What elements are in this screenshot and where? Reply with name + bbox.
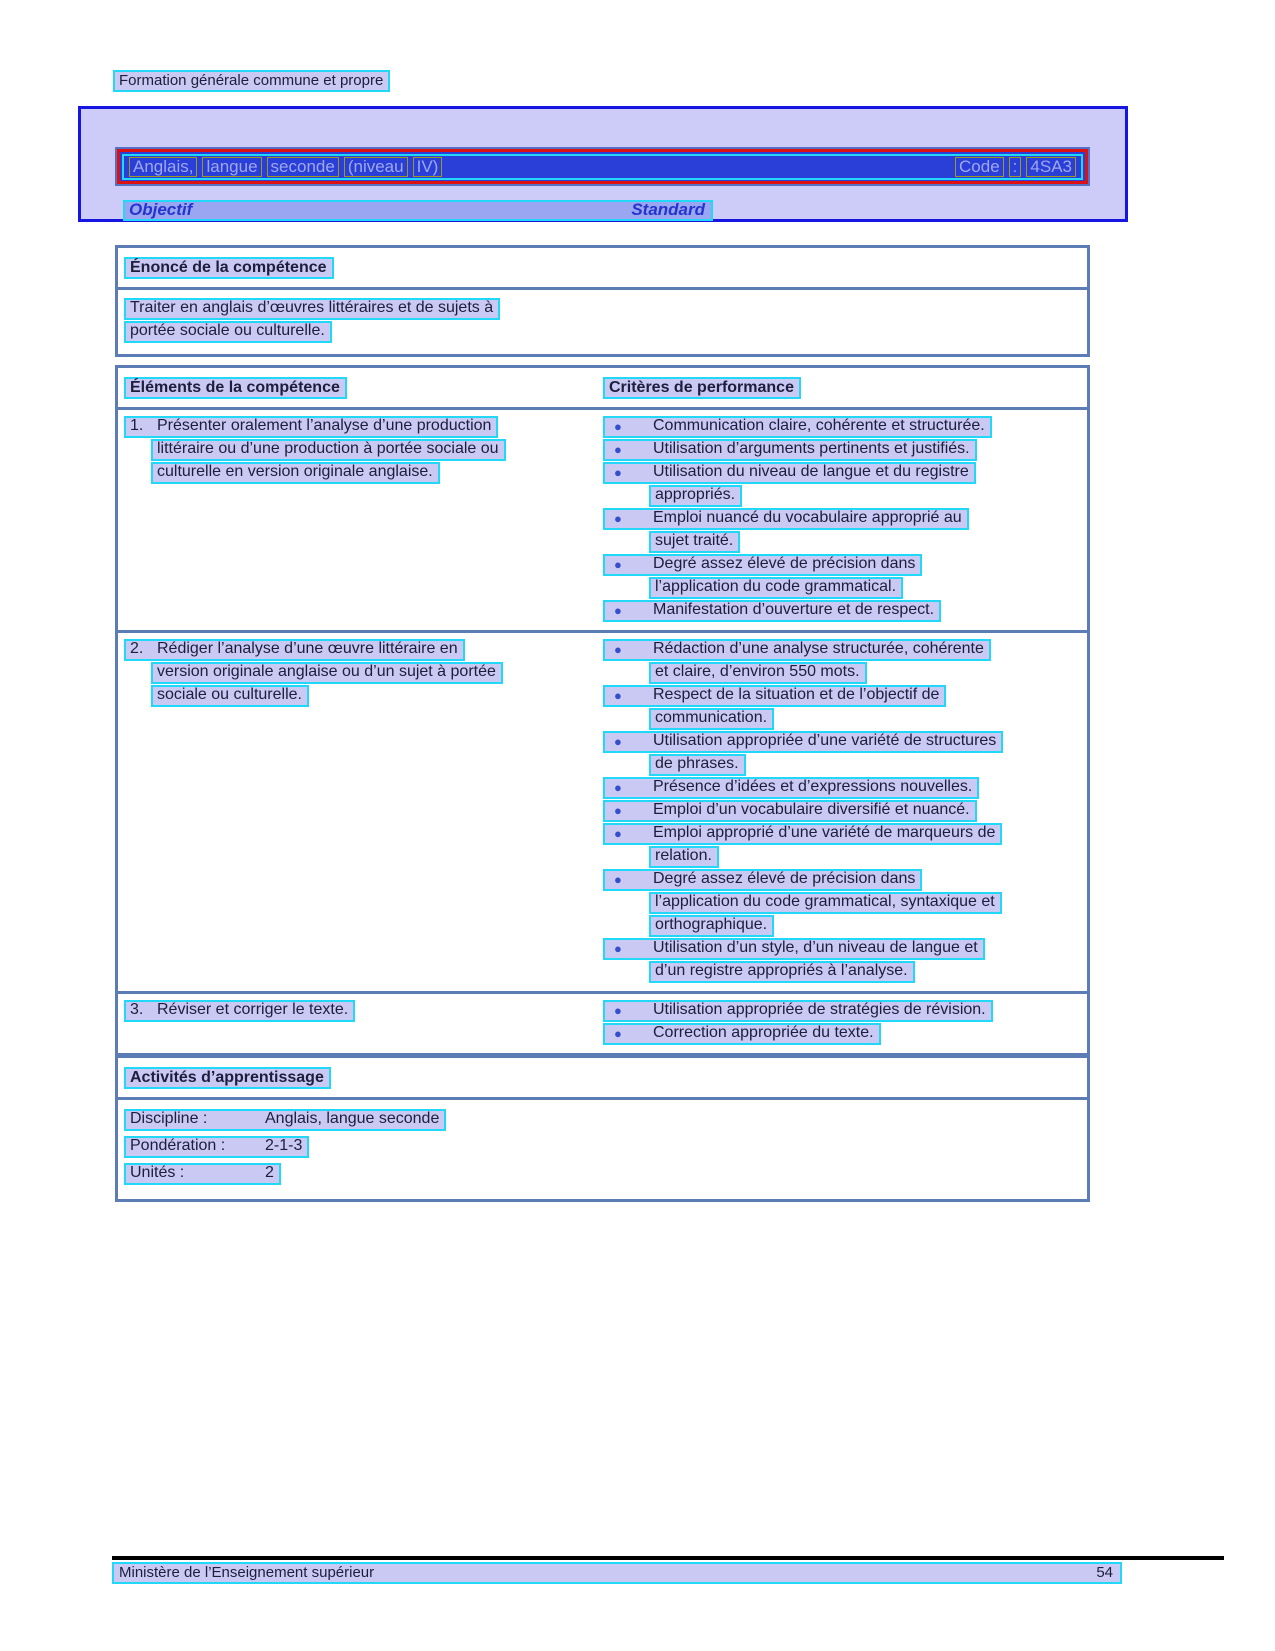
course-code-word: 4SA3 bbox=[1026, 157, 1076, 177]
critere-line bbox=[603, 822, 1081, 845]
criteres-cell bbox=[603, 415, 1081, 622]
highlighted-text bbox=[603, 554, 922, 576]
course-title-red-frame bbox=[117, 149, 1088, 184]
highlighted-text bbox=[124, 1163, 281, 1185]
bullet-icon: ● bbox=[614, 441, 622, 457]
critere-text: Utilisation appropriée de stratégies de révision. bbox=[653, 1001, 986, 1018]
highlighted-text: sociale ou culturelle. bbox=[151, 685, 309, 707]
critere-text: Manifestation d’ouverture et de respect. bbox=[653, 601, 935, 618]
footer-ministry-text: Ministère de l’Enseignement supérieur bbox=[119, 1564, 375, 1581]
highlighted-text bbox=[124, 1000, 355, 1022]
critere-text: Utilisation d’arguments pertinents et justifiés. bbox=[653, 440, 970, 457]
activite-value: 2-1-3 bbox=[265, 1137, 303, 1154]
critere-text: Respect de la situation et de l’objectif de bbox=[653, 686, 940, 703]
course-title-bar bbox=[115, 147, 1090, 186]
critere-line bbox=[649, 960, 1081, 983]
highlighted-text: et claire, d’environ 550 mots. bbox=[649, 662, 867, 684]
elements-table-header bbox=[118, 368, 1087, 410]
highlighted-text: littéraire ou d’une production à portée sociale ou bbox=[151, 439, 506, 461]
critere-text: Emploi nuancé du vocabulaire approprié au bbox=[653, 509, 962, 526]
bullet-icon: ● bbox=[614, 733, 622, 749]
enonce-table-header bbox=[118, 248, 1087, 290]
critere-text: Degré assez élevé de précision dans bbox=[653, 870, 916, 887]
critere-line bbox=[603, 999, 1081, 1022]
enonce-table-body bbox=[118, 290, 1087, 354]
section-label bbox=[113, 70, 390, 92]
critere-line bbox=[603, 730, 1081, 753]
critere-line bbox=[649, 576, 1081, 599]
objectif-heading: Objectif bbox=[129, 200, 193, 219]
activite-label: Discipline : bbox=[130, 1110, 208, 1127]
critere-line bbox=[603, 799, 1081, 822]
critere-text: Correction appropriée du texte. bbox=[653, 1024, 874, 1041]
bullet-icon: ● bbox=[614, 641, 622, 657]
highlighted-text: de phrases. bbox=[649, 754, 746, 776]
footer-rule bbox=[112, 1556, 1224, 1560]
course-title-word: IV) bbox=[413, 157, 443, 177]
bullet-icon: ● bbox=[614, 418, 622, 434]
highlighted-text: communication. bbox=[649, 708, 774, 730]
element-line bbox=[151, 438, 603, 461]
critere-text: Rédaction d’une analyse structurée, cohérente bbox=[653, 640, 984, 657]
critere-line bbox=[649, 914, 1081, 937]
footer-page-number: 54 bbox=[1096, 1564, 1113, 1581]
critere-line bbox=[649, 891, 1081, 914]
highlighted-text: l’application du code grammatical, syntaxique et bbox=[649, 892, 1002, 914]
critere-line bbox=[649, 845, 1081, 868]
elements-criteres-table bbox=[115, 365, 1090, 1056]
highlighted-text: version originale anglaise ou d’un sujet à portée bbox=[151, 662, 503, 684]
item-text: Réviser et corriger le texte. bbox=[157, 1001, 349, 1018]
course-title-word: (niveau bbox=[344, 157, 408, 177]
highlighted-text: l’application du code grammatical. bbox=[649, 577, 903, 599]
critere-text: Communication claire, cohérente et structurée. bbox=[653, 417, 985, 434]
critere-line bbox=[603, 438, 1081, 461]
highlighted-text bbox=[603, 600, 941, 622]
critere-line bbox=[603, 553, 1081, 576]
course-code-word: : bbox=[1009, 157, 1022, 177]
course-code-words bbox=[955, 157, 1076, 177]
highlighted-text bbox=[124, 639, 465, 661]
bullet-icon: ● bbox=[614, 464, 622, 480]
course-title-word: Anglais, bbox=[129, 157, 197, 177]
highlighted-text bbox=[603, 823, 1002, 845]
element-cell bbox=[124, 415, 603, 622]
highlighted-text bbox=[603, 1023, 881, 1045]
critere-line bbox=[603, 868, 1081, 891]
course-title-word: seconde bbox=[267, 157, 339, 177]
elements-table-rows bbox=[118, 410, 1087, 1053]
critere-line bbox=[649, 753, 1081, 776]
highlighted-text bbox=[603, 462, 976, 484]
highlighted-text bbox=[603, 800, 977, 822]
highlighted-text: Formation générale commune et propre bbox=[113, 70, 390, 92]
critere-line bbox=[603, 684, 1081, 707]
course-title-word: langue bbox=[202, 157, 261, 177]
critere-text: Utilisation d’un style, d’un niveau de langue et bbox=[653, 939, 978, 956]
element-line bbox=[151, 684, 603, 707]
enonce-header-text: Énoncé de la compétence bbox=[124, 257, 334, 279]
critere-line bbox=[649, 484, 1081, 507]
critere-line bbox=[649, 707, 1081, 730]
bullet-icon: ● bbox=[614, 940, 622, 956]
critere-text: Degré assez élevé de précision dans bbox=[653, 555, 916, 572]
highlighted-text bbox=[124, 416, 498, 438]
item-number: 1. bbox=[130, 417, 144, 434]
activite-label: Unités : bbox=[130, 1164, 185, 1181]
highlighted-text bbox=[603, 685, 946, 707]
objectif-standard-band bbox=[123, 200, 713, 221]
highlighted-text: orthographique. bbox=[649, 915, 774, 937]
table-row bbox=[118, 633, 1087, 994]
critere-line bbox=[649, 530, 1081, 553]
highlighted-text bbox=[603, 416, 992, 438]
bullet-icon: ● bbox=[614, 1025, 622, 1041]
item-number: 2. bbox=[130, 640, 144, 657]
element-cell bbox=[124, 999, 603, 1045]
highlighted-text bbox=[603, 777, 979, 799]
activite-row bbox=[124, 1106, 1079, 1133]
table-row bbox=[118, 410, 1087, 633]
critere-text: Présence d’idées et d’expressions nouvelles. bbox=[653, 778, 973, 795]
item-text: Rédiger l’analyse d’une œuvre littéraire en bbox=[157, 640, 458, 657]
activite-row bbox=[124, 1160, 1079, 1187]
criteres-cell bbox=[603, 999, 1081, 1045]
highlighted-text bbox=[603, 439, 977, 461]
activites-table-body bbox=[118, 1100, 1087, 1199]
highlighted-text bbox=[124, 1136, 309, 1158]
bullet-icon: ● bbox=[614, 871, 622, 887]
highlighted-text: portée sociale ou culturelle. bbox=[124, 321, 332, 343]
highlighted-text: d’un registre appropriés à l’analyse. bbox=[649, 961, 915, 983]
highlighted-text: Traiter en anglais d’œuvres littéraires et de sujets à bbox=[124, 298, 500, 320]
activite-value: Anglais, langue seconde bbox=[265, 1110, 440, 1127]
criteres-cell bbox=[603, 638, 1081, 983]
critere-line bbox=[603, 461, 1081, 484]
bullet-icon: ● bbox=[614, 802, 622, 818]
course-title-line bbox=[122, 154, 1083, 180]
element-cell bbox=[124, 638, 603, 983]
bullet-icon: ● bbox=[614, 779, 622, 795]
critere-text: Utilisation appropriée d’une variété de structures bbox=[653, 732, 997, 749]
critere-line bbox=[603, 1022, 1081, 1045]
course-header-box bbox=[78, 106, 1128, 222]
highlighted-text bbox=[603, 731, 1003, 753]
critere-line bbox=[603, 638, 1081, 661]
critere-line bbox=[603, 599, 1081, 622]
table-row bbox=[118, 994, 1087, 1053]
bullet-icon: ● bbox=[614, 825, 622, 841]
critere-line bbox=[649, 661, 1081, 684]
critere-line bbox=[603, 507, 1081, 530]
enonce-body-line bbox=[124, 320, 1079, 343]
highlighted-text: appropriés. bbox=[649, 485, 742, 507]
element-line bbox=[151, 661, 603, 684]
critere-text: Utilisation du niveau de langue et du registre bbox=[653, 463, 969, 480]
activite-value: 2 bbox=[265, 1164, 274, 1181]
activites-header-text: Activités d’apprentissage bbox=[124, 1067, 331, 1089]
standard-heading: Standard bbox=[631, 200, 705, 219]
bullet-icon: ● bbox=[614, 1002, 622, 1018]
course-title-words bbox=[129, 157, 442, 177]
highlighted-text bbox=[124, 1109, 446, 1131]
highlighted-text: sujet traité. bbox=[649, 531, 740, 553]
highlighted-text bbox=[603, 1000, 993, 1022]
bullet-icon: ● bbox=[614, 687, 622, 703]
critere-line bbox=[603, 776, 1081, 799]
critere-text: Emploi d’un vocabulaire diversifié et nuancé. bbox=[653, 801, 970, 818]
element-line bbox=[124, 638, 603, 661]
activite-row bbox=[124, 1133, 1079, 1160]
highlighted-text bbox=[603, 639, 991, 661]
highlighted-text: culturelle en version originale anglaise. bbox=[151, 462, 440, 484]
critere-line bbox=[603, 937, 1081, 960]
element-line bbox=[124, 999, 603, 1022]
activites-table-header bbox=[118, 1058, 1087, 1100]
elements-header-text: Éléments de la compétence bbox=[124, 377, 347, 399]
bullet-icon: ● bbox=[614, 556, 622, 572]
enonce-body-line bbox=[124, 297, 1079, 320]
criteres-header-cell bbox=[603, 377, 1079, 399]
highlighted-text: relation. bbox=[649, 846, 719, 868]
bullet-icon: ● bbox=[614, 602, 622, 618]
footer bbox=[112, 1562, 1122, 1584]
enonce-table bbox=[115, 245, 1090, 357]
element-line bbox=[124, 415, 603, 438]
item-text: Présenter oralement l’analyse d’une production bbox=[157, 417, 492, 434]
critere-line bbox=[603, 415, 1081, 438]
activites-table bbox=[115, 1055, 1090, 1202]
highlighted-text bbox=[603, 938, 985, 960]
course-code-word: Code bbox=[955, 157, 1004, 177]
element-line bbox=[151, 461, 603, 484]
bullet-icon: ● bbox=[614, 510, 622, 526]
highlighted-text bbox=[603, 869, 922, 891]
critere-text: Emploi approprié d’une variété de marqueurs de bbox=[653, 824, 996, 841]
criteres-header-text: Critères de performance bbox=[603, 377, 801, 399]
activite-label: Pondération : bbox=[130, 1137, 226, 1154]
item-number: 3. bbox=[130, 1001, 144, 1018]
highlighted-text bbox=[603, 508, 969, 530]
elements-header-cell bbox=[124, 377, 603, 399]
